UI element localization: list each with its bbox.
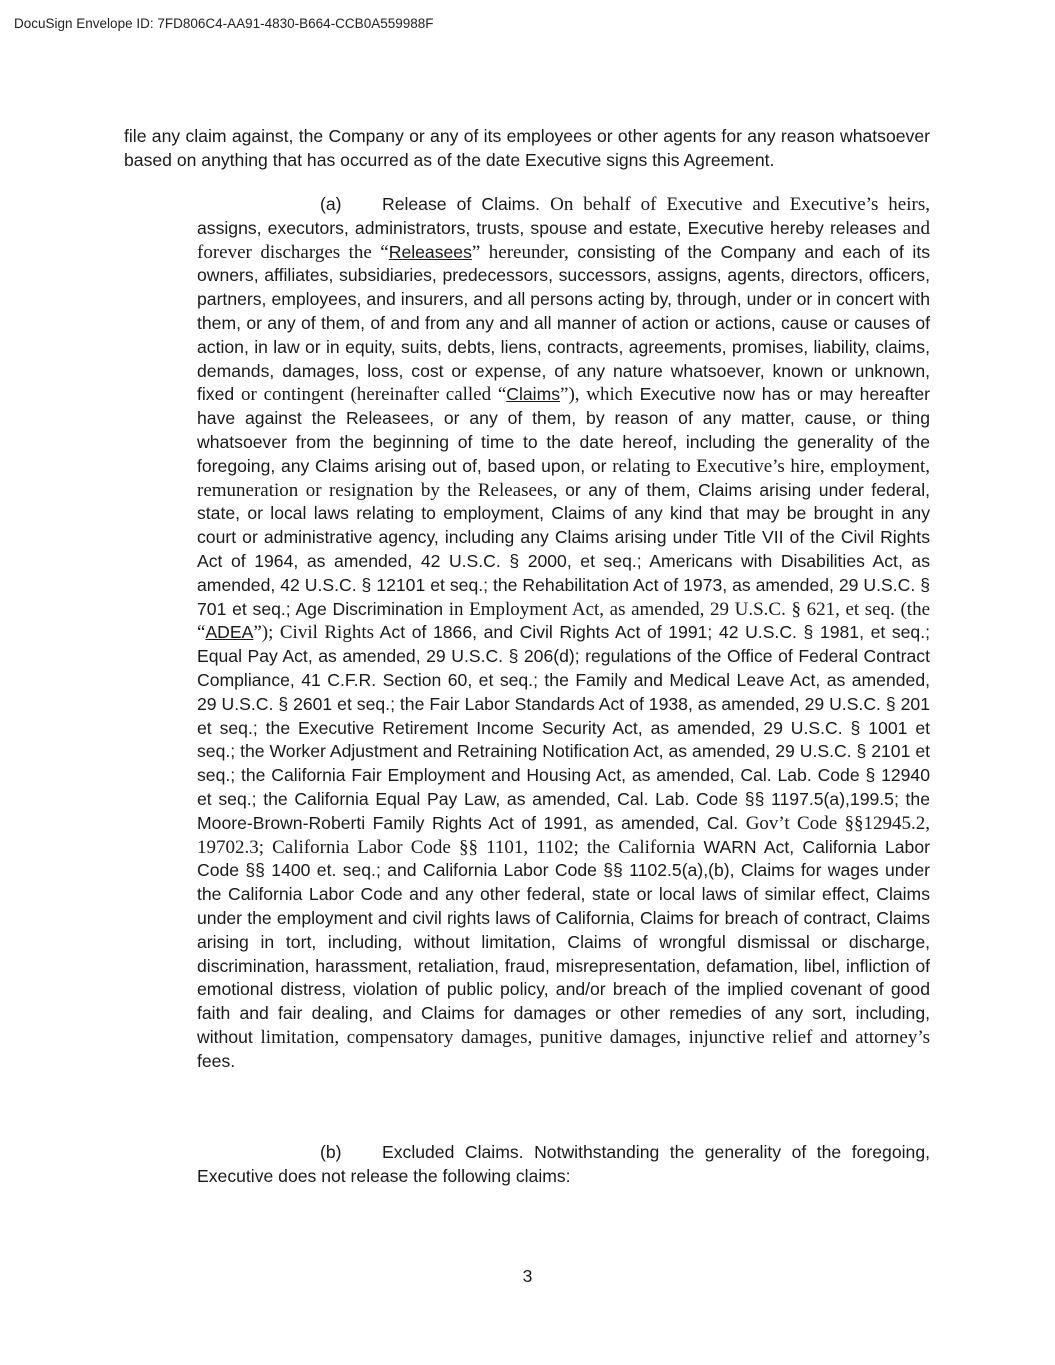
adea-defined-term: ADEA [205, 622, 254, 643]
section-a-text-7: ”), which [560, 384, 633, 406]
releasees-defined-term: Releasees [388, 241, 472, 262]
section-a-text-3: and forever discharges the “ [197, 217, 931, 263]
section-b-text: Notwithstanding the generality of the foregoing, Executive does not release the following claims: [197, 1142, 930, 1186]
section-a-text-16: limitation, compensatory damages, punitive damages, injunctive relief and attorney’s [260, 1026, 930, 1048]
intro-paragraph: file any claim against, the Company or any of its employees or other agents for any reason whatsoever based on anything that has occurred as of the date Executive signs this Agreement. [124, 126, 930, 170]
section-a-text-8: Executive now has or may hereafter have against the Releasees, or any of them, by reason of any matter, cause, or thing whatsoever from the beginning of time to the date hereof, including the generality of the foregoing, any Claims arising out of, based upon, or [197, 384, 931, 476]
section-a-text-6: or contingent (hereinafter called “ [241, 384, 507, 406]
section-a-marker: (a) [320, 194, 342, 214]
docusign-envelope-id: DocuSign Envelope ID: 7FD806C4-AA91-4830-B664-CCB0A559988F [14, 16, 434, 31]
section-b-marker: (b) [320, 1142, 342, 1162]
section-a-text-12: ”); Civil Rights [253, 622, 374, 644]
section-a-text-15: WARN Act, California Labor Code §§ 1400 et. seq.; and California Labor Code §§ 1102.5(a),(b), Claims for wages under the California Labor Code and any other federal, state or local laws of similar effect, Claims under the employment and civil rights laws of California, Claims for breach of contract, Claims arising in tort, including, without limitation, Claims of wrongful dismissal or discharge, discrimination, harassment, retaliation, fraud, misrepresentation, defamation, libel, infliction of emotional distress, violation of public policy, and/or breach of the implied covenant of good faith and fair dealing, and Claims for damages or other remedies of any sort, including, without [197, 836, 930, 1047]
release-of-claims-paragraph [197, 193, 930, 1073]
section-b-heading: Excluded Claims. [382, 1142, 524, 1162]
section-a-text-13: Act of 1866, and Civil Rights Act of 1991; 42 U.S.C. § 1981, et seq.; Equal Pay Act, as amended, 29 U.S.C. § 206(d); regulations of the Office of Federal Contract Compliance, 41 C.F.R. Section 60, et seq.; the Family and Medical Leave Act, as amended, 29 U.S.C. § 2601 et seq.; the Fair Labor Standards Act of 1938, as amended, 29 U.S.C. § 201 et seq.; the Executive Retirement Income Security Act, as amended, 29 U.S.C. § 1001 et seq.; the Worker Adjustment and Retraining Notification Act, as amended, 29 U.S.C. § 2101 et seq.; the California Fair Employment and Housing Act, as amended, Cal. Lab. Code § 12940 et seq.; the California Equal Pay Law, as amended, Cal. Lab. Code §§ 1197.5(a),199.5; the Moore-Brown-Roberti Family Rights Act of 1991, as amended, Cal. [197, 622, 930, 833]
section-a-text-5: consisting of the Company and each of its owners, affiliates, subsidiaries, predecessors, successors, assigns, agents, directors, officers, partners, employees, and insurers, and all persons acting by, through, under or in concert with them, or any of them, of and from any and all manner of action or actions, cause or causes of action, in law or in equity, suits, debts, liens, contracts, agreements, promises, liability, claims, demands, damages, loss, cost or expense, of any nature whatsoever, known or unknown, fixed [197, 241, 931, 405]
section-a-text-2: assigns, executors, administrators, trusts, spouse and estate, Executive hereby releases [197, 217, 897, 238]
section-a-text-4: ” hereunder, [471, 241, 569, 263]
claims-defined-term: Claims [506, 384, 561, 405]
section-a-text-11: in Employment Act, as amended, 29 U.S.C. § 621, et seq. (the “ [197, 598, 930, 644]
section-a-text-1: On behalf of Executive and Executive’s heirs, [550, 194, 930, 215]
section-a-text-14: Gov’t Code §§12945.2, 19702.3; California Labor Code §§ 1101, 1102; the California [197, 812, 931, 858]
section-a-text-9: relating to Executive’s hire, employment, remuneration or resignation by the Releasees, [197, 455, 930, 501]
section-a-heading: Release of Claims. [382, 194, 541, 214]
excluded-claims-paragraph [197, 1141, 930, 1189]
section-a-text-10: or any of them, Claims arising under federal, state, or local laws relating to employment, Claims of any kind that may be brought in any court or administrative agency, including any Claims arising under Title VII of the Civil Rights Act of 1964, as amended, 42 U.S.C. § 2000, et seq.; Americans with Disabilities Act, as amended, 42 U.S.C. § 12101 et seq.; the Rehabilitation Act of 1973, as amended, 29 U.S.C. § 701 et seq.; Age Discrimination [197, 479, 930, 619]
section-a-text-17: fees. [197, 1050, 236, 1071]
page-number: 3 [522, 1266, 533, 1286]
